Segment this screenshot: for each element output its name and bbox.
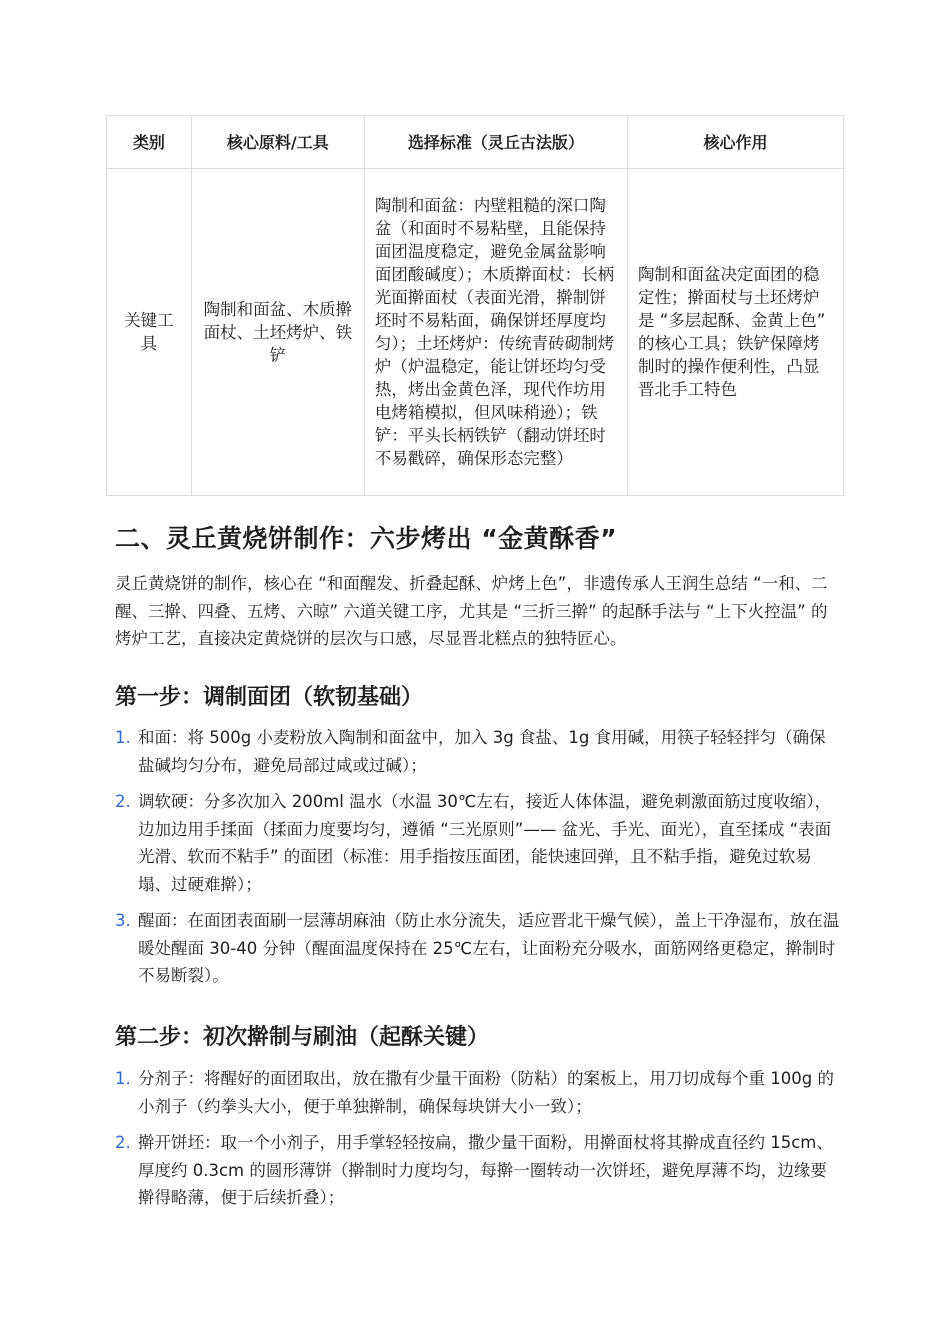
list-number: 2. (115, 792, 131, 811)
step2-list (115, 1065, 840, 1221)
cell-items: 陶制和面盆、木质擀面杖、土坯烤炉、铁铲 (191, 169, 364, 496)
cell-category: 关键工具 (107, 169, 192, 496)
section-heading: 二、灵丘黄烧饼制作：六步烤出 “金黄酥香” (115, 524, 618, 553)
list-text: 调软硬：分多次加入 200ml 温水（水温 30℃左右，接近人体体温，避免刺激面筋过度收缩），边加边用手揉面（揉面力度要均匀，遵循 “三光原则”—— 盆光、手光、面光），直至揉成 “表面光滑、软而不粘手” 的面团（标准：用手指按压面团，能快速回弹，且不粘手指，避免过软易塌、过硬难擀）； (138, 792, 832, 894)
table-header-row (107, 116, 844, 169)
header-standard: 选择标准（灵丘古法版） (364, 116, 627, 169)
header-role: 核心作用 (627, 116, 843, 169)
section-intro: 灵丘黄烧饼的制作，核心在 “和面醒发、折叠起酥、炉烤上色”，非遗传承人王润生总结 “一和、二醒、三擀、四叠、五烤、六晾” 六道关键工序，尤其是 “三折三擀” 的起酥手法与 “上下火控温” 的烤炉工艺，直接决定黄烧饼的层次与口感，尽显晋北糕点的独特匠心。 (115, 574, 828, 648)
list-number: 1. (115, 728, 131, 747)
list-item (115, 1129, 840, 1212)
step1-list (115, 724, 840, 999)
header-category: 类别 (107, 116, 192, 169)
list-number: 3. (115, 911, 131, 930)
list-text: 和面：将 500g 小麦粉放入陶制和面盆中，加入 3g 食盐、1g 食用碱，用筷子轻轻拌匀（确保盐碱均匀分布，避免局部过咸或过碱）； (138, 728, 826, 775)
list-text: 醒面：在面团表面刷一层薄胡麻油（防止水分流失，适应晋北干燥气候），盖上干净湿布，放在温暖处醒面 30-40 分钟（醒面温度保持在 25℃左右，让面粉充分吸水，面筋网络更稳定，擀制时不易断裂）。 (138, 911, 840, 985)
tools-table (106, 115, 844, 496)
list-number: 2. (115, 1133, 131, 1152)
list-text: 擀开饼坯：取一个小剂子，用手掌轻轻按扁，撒少量干面粉，用擀面杖将其擀成直径约 15cm、厚度约 0.3cm 的圆形薄饼（擀制时力度均匀，每擀一圈转动一次饼坯，避免厚薄不均，边缘要擀得略薄，便于后续折叠）； (138, 1133, 833, 1207)
list-item (115, 788, 840, 898)
list-text: 分剂子：将醒好的面团取出，放在撒有少量干面粉（防粘）的案板上，用刀切成每个重 100g 的小剂子（约拳头大小，便于单独擀制，确保每块饼大小一致）； (138, 1069, 834, 1116)
list-item (115, 724, 840, 779)
step1-heading: 第一步：调制面团（软韧基础） (115, 685, 424, 710)
list-number: 1. (115, 1069, 131, 1088)
header-items: 核心原料/工具 (191, 116, 364, 169)
table-row (107, 169, 844, 496)
list-item (115, 907, 840, 990)
list-item (115, 1065, 840, 1120)
cell-role: 陶制和面盆决定面团的稳定性；擀面杖与土坯烤炉是 “多层起酥、金黄上色” 的核心工具；铁铲保障烤制时的操作便利性，凸显晋北手工特色 (627, 169, 843, 496)
cell-standard: 陶制和面盆：内壁粗糙的深口陶盆（和面时不易粘壁，且能保持面团温度稳定，避免金属盆影响面团酸碱度）；木质擀面杖：长柄光面擀面杖（表面光滑，擀制饼坯时不易粘面，确保饼坯厚度均匀）；土坯烤炉：传统青砖砌制烤炉（炉温稳定，能让饼坯均匀受热，烤出金黄色泽，现代作坊用电烤箱模拟，但风味稍逊）；铁铲：平头长柄铁铲（翻动饼坯时不易戳碎，确保形态完整） (364, 169, 627, 496)
step2-heading: 第二步：初次擀制与刷油（起酥关键） (115, 1025, 490, 1050)
